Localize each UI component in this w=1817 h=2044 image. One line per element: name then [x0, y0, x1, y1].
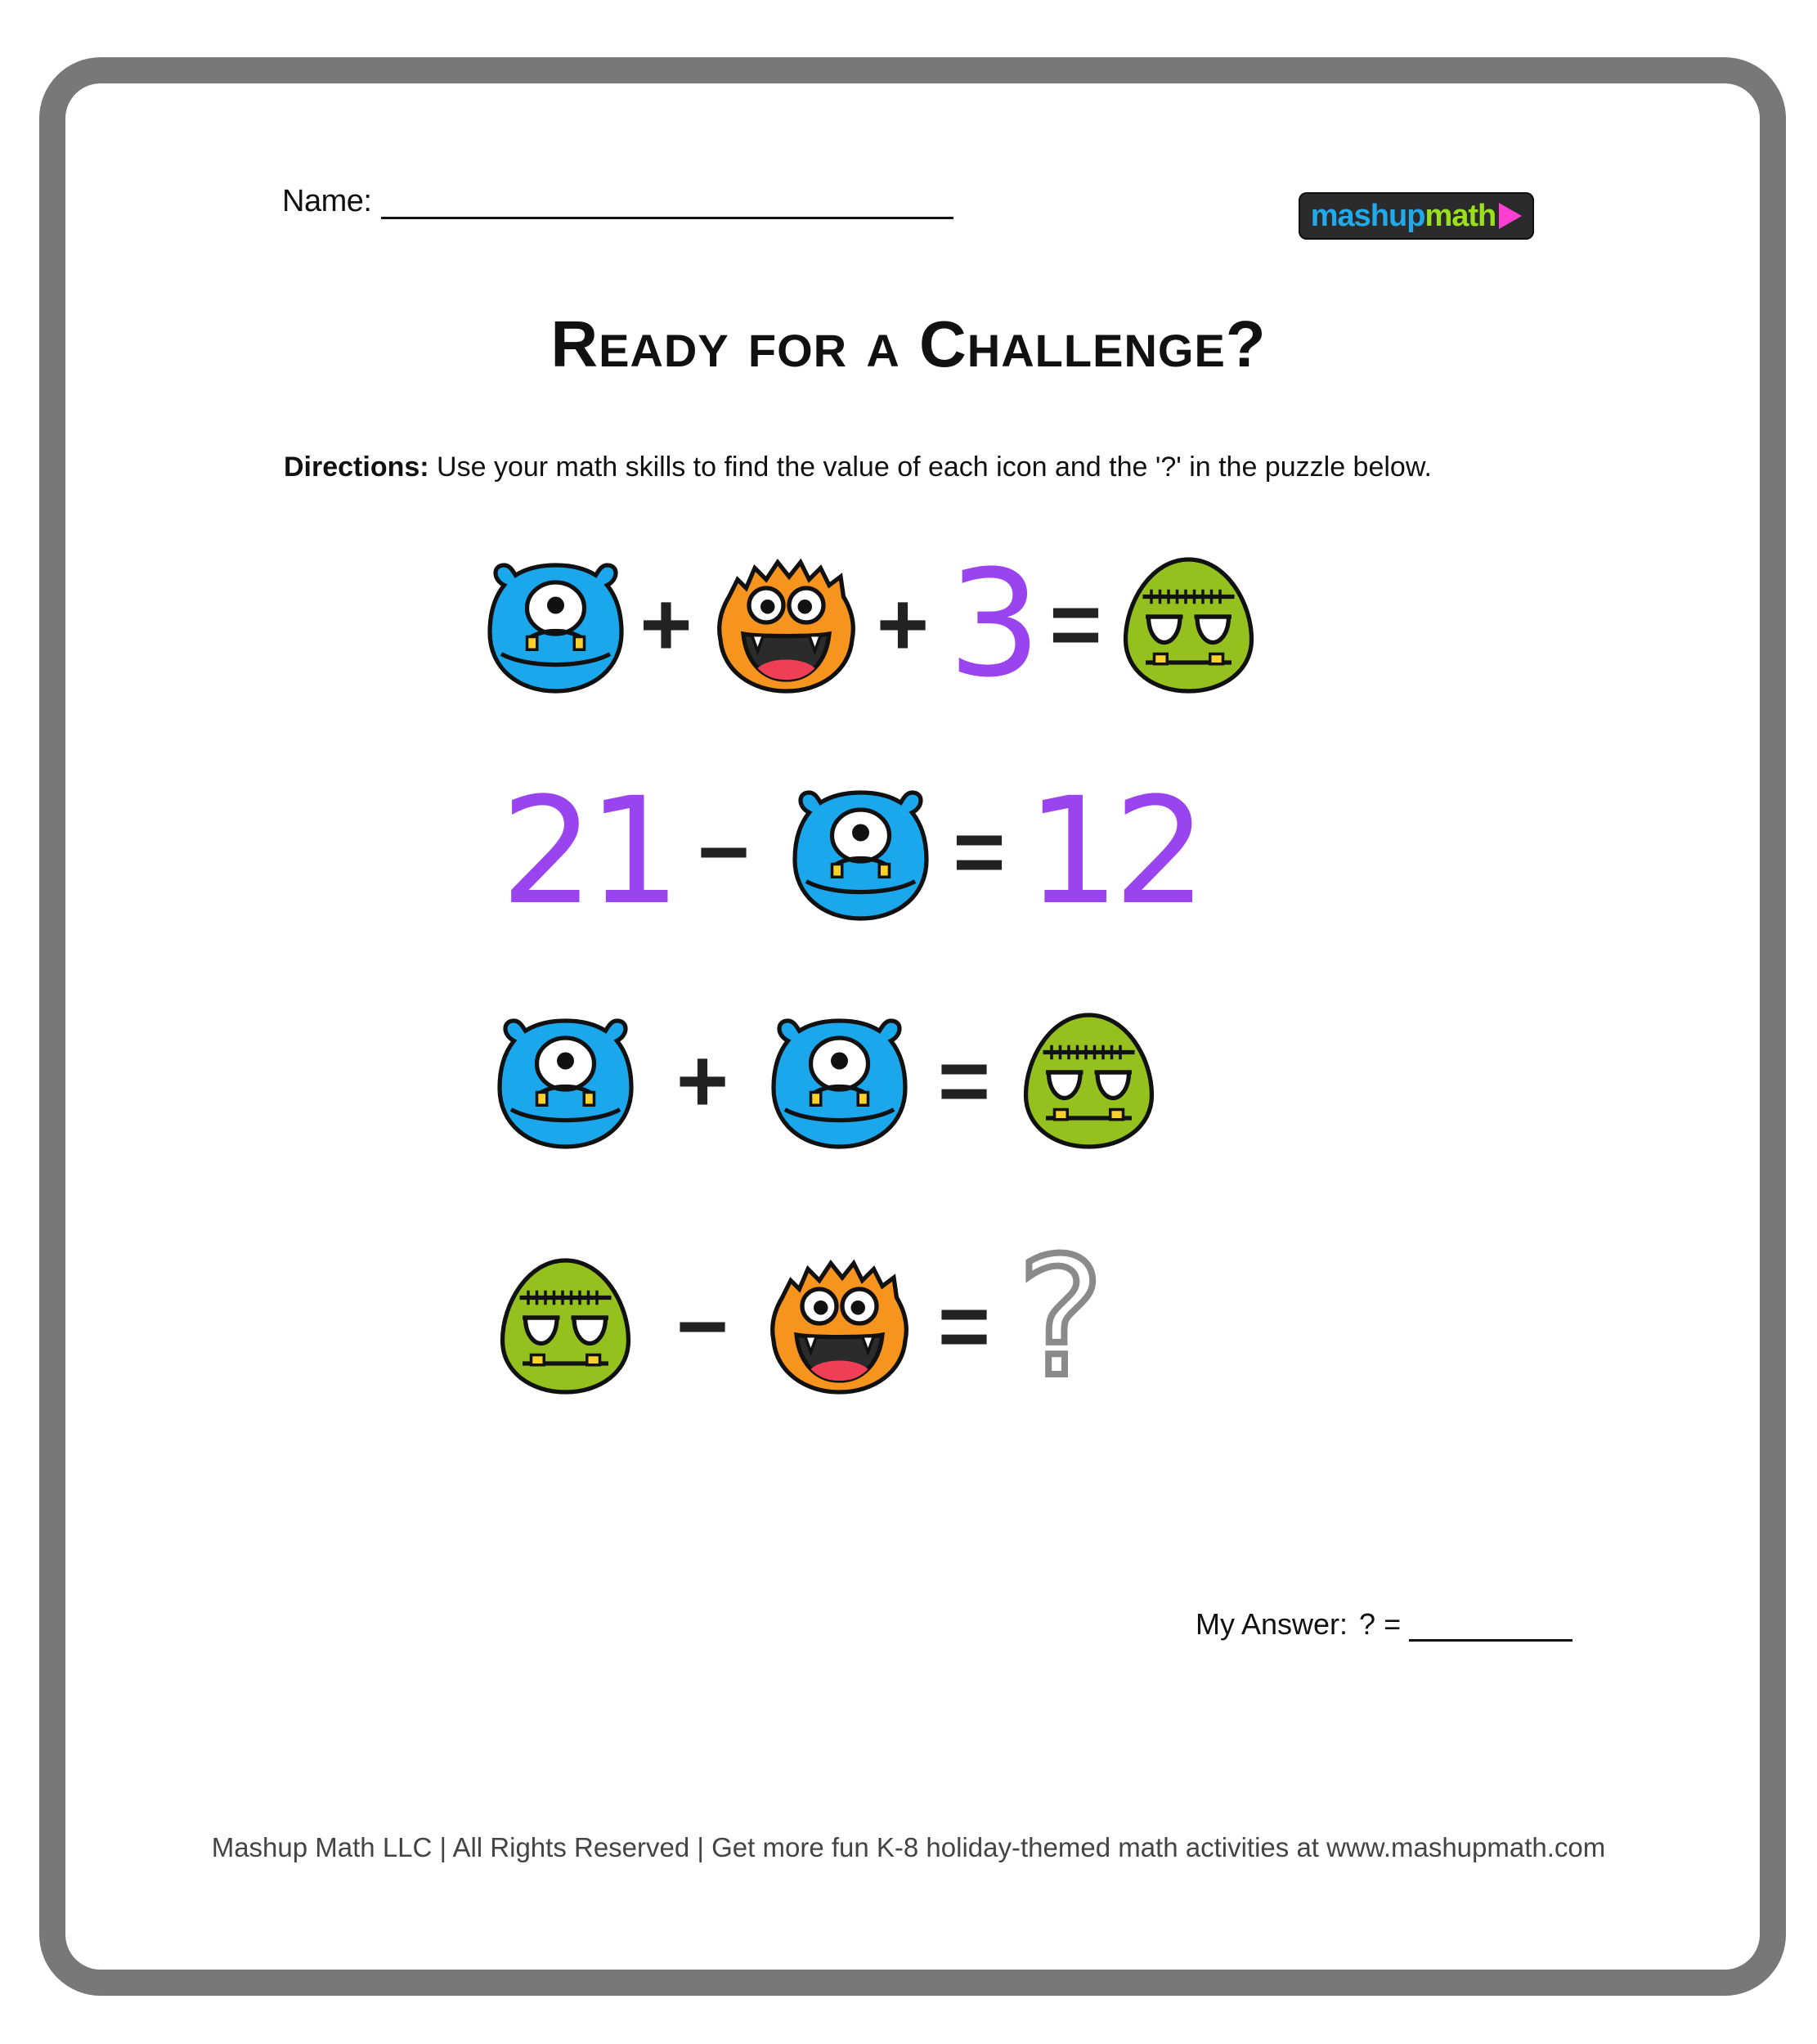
minus-sign: − — [697, 802, 751, 902]
green-frankenstein-monster-icon — [1017, 1009, 1160, 1152]
name-row — [282, 184, 953, 219]
plus-sign: + — [639, 574, 693, 675]
logo-text-math: math — [1424, 198, 1496, 233]
equation-row-2 — [500, 766, 1201, 937]
blue-cyclops-monster-icon — [789, 781, 932, 924]
green-frankenstein-monster-icon — [494, 1255, 637, 1398]
plus-sign: + — [675, 1030, 729, 1131]
equation-row-3 — [494, 1009, 1160, 1152]
directions — [284, 451, 1432, 483]
answer-field[interactable] — [1409, 1610, 1572, 1642]
answer-label: My Answer: — [1196, 1607, 1348, 1641]
mashupmath-logo — [1299, 192, 1534, 240]
number-21: 21 — [500, 766, 675, 937]
number-12: 12 — [1026, 766, 1201, 937]
answer-row — [1196, 1607, 1572, 1642]
number-3: 3 — [948, 539, 1035, 710]
logo-text-mashup: mashup — [1310, 198, 1425, 233]
blue-cyclops-monster-icon — [484, 554, 627, 697]
orange-fanged-monster-icon — [715, 554, 858, 697]
equation-row-1 — [484, 539, 1260, 710]
orange-fanged-monster-icon — [768, 1255, 911, 1398]
equals-sign: = — [937, 1275, 991, 1377]
question-mark-icon: ? — [1017, 1222, 1105, 1413]
name-label: Name: — [282, 184, 372, 218]
play-triangle-icon — [1499, 203, 1522, 229]
green-frankenstein-monster-icon — [1117, 554, 1260, 697]
page-title: Ready for a Challenge? — [550, 308, 1267, 380]
blue-cyclops-monster-icon — [768, 1009, 911, 1152]
equals-sign: = — [937, 1030, 991, 1131]
equals-sign: = — [1049, 574, 1102, 675]
footer-text: Mashup Math LLC | All Rights Reserved | Get more fun K-8 holiday-themed math activities at www.mashupmath.com — [211, 1832, 1606, 1862]
directions-label: Directions: — [284, 451, 429, 483]
minus-sign: − — [675, 1275, 729, 1377]
name-field[interactable] — [381, 184, 953, 219]
plus-sign: + — [876, 574, 930, 675]
equals-sign: = — [953, 802, 1006, 902]
equation-row-4 — [494, 1222, 1107, 1413]
blue-cyclops-monster-icon — [494, 1009, 637, 1152]
answer-expression: ? = — [1359, 1607, 1402, 1641]
directions-text: Use your math skills to find the value of each icon and the '?' in the puzzle below. — [437, 451, 1432, 483]
